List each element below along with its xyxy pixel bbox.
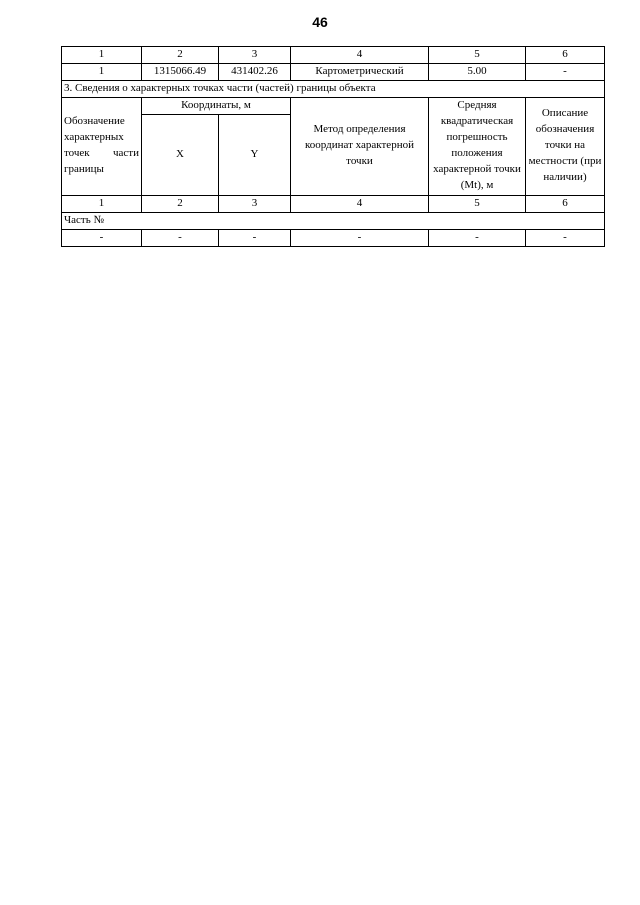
section-header-row — [62, 97, 605, 114]
page-number: 46 — [312, 14, 328, 30]
column-number: 1 — [62, 47, 142, 64]
empty-cell: - — [429, 229, 526, 246]
y-coordinate-cell: 431402.26 — [219, 63, 291, 80]
column-number: 6 — [526, 47, 605, 64]
coordinates-header: Координаты, м — [142, 97, 291, 114]
table-row — [62, 63, 605, 80]
column-number: 4 — [291, 47, 429, 64]
column-number: 5 — [429, 47, 526, 64]
y-header: Y — [219, 114, 291, 195]
empty-cell: - — [526, 229, 605, 246]
table-row — [62, 229, 605, 246]
method-cell: Картометрический — [291, 63, 429, 80]
boundary-points-table — [61, 46, 605, 247]
method-header: Метод определения координат характерной точки — [291, 97, 429, 195]
column-number: 4 — [291, 195, 429, 212]
column-number: 1 — [62, 195, 142, 212]
x-header: X — [142, 114, 219, 195]
column-number: 2 — [142, 195, 219, 212]
section-title-row — [62, 80, 605, 97]
column-number: 2 — [142, 47, 219, 64]
section-header-numbers-row — [62, 195, 605, 212]
table1-header-numbers-row — [62, 47, 605, 64]
description-header: Описание обозначения точки на местности (при наличии) — [526, 97, 605, 195]
accuracy-header: Средняя квадратическая погрешность положения характерной точки (Mt), м — [429, 97, 526, 195]
part-label-row — [62, 212, 605, 229]
point-designation-header: Обозначение характерных точек части границы — [62, 97, 142, 195]
empty-cell: - — [291, 229, 429, 246]
column-number: 3 — [219, 47, 291, 64]
column-number: 6 — [526, 195, 605, 212]
point-number-cell: 1 — [62, 63, 142, 80]
section-title: 3. Сведения о характерных точках части (частей) границы объекта — [62, 80, 605, 97]
empty-cell: - — [219, 229, 291, 246]
description-cell: - — [526, 63, 605, 80]
part-label: Часть № — [62, 212, 219, 229]
column-number: 3 — [219, 195, 291, 212]
accuracy-cell: 5.00 — [429, 63, 526, 80]
x-coordinate-cell: 1315066.49 — [142, 63, 219, 80]
column-number: 5 — [429, 195, 526, 212]
empty-cell: - — [62, 229, 142, 246]
part-label-filler — [219, 212, 605, 229]
empty-cell: - — [142, 229, 219, 246]
